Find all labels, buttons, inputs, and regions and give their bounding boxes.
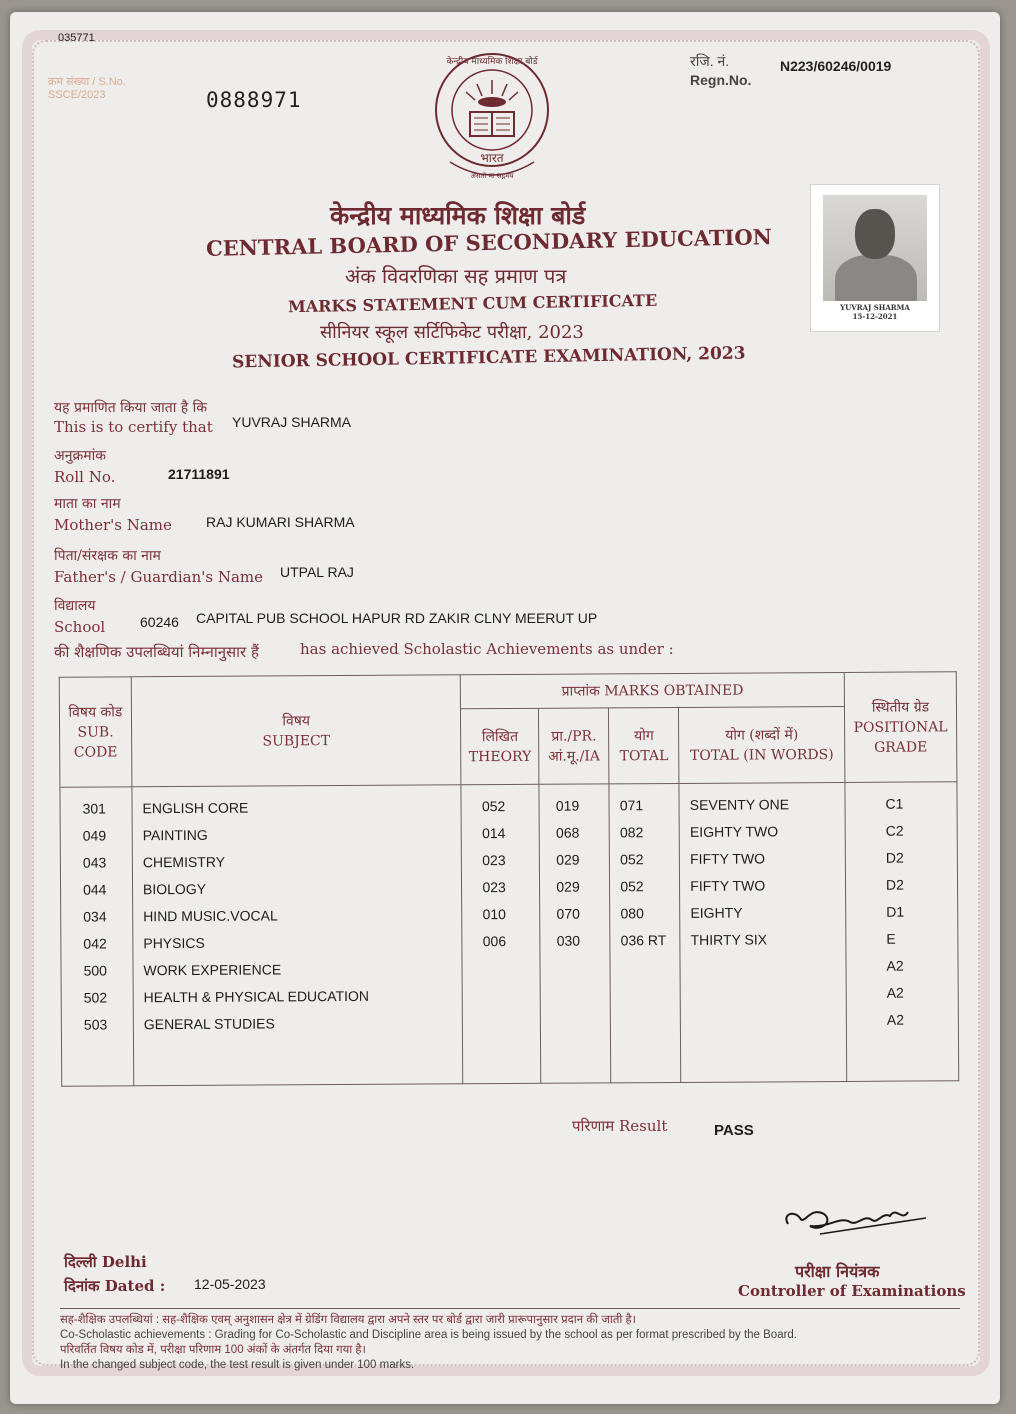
serial-label-faded: क्रम संख्या / S.No. SSCE/2023 — [48, 76, 126, 101]
code-column — [60, 787, 134, 1086]
row-total-cell: 052 — [620, 851, 644, 868]
row-subject-cell: GENERAL STUDIES — [143, 1015, 275, 1033]
mother-label-hindi: माता का नाम — [54, 496, 121, 512]
footer-note-2-hindi: परिवर्तित विषय कोड में, परीक्षा परिणाम 100 अंकों के अंतर्गत दिया गया है। — [60, 1344, 366, 1356]
subject-header-en: SUBJECT — [262, 732, 331, 750]
row-total-cell: 080 — [620, 905, 644, 922]
certify-label: This is to certify that — [54, 418, 213, 436]
row-theory-cell: 023 — [482, 852, 506, 869]
total-header-hindi: योग — [634, 727, 654, 744]
serial-number: 035771 — [58, 32, 95, 44]
row-subject-cell: HEALTH & PHYSICAL EDUCATION — [143, 987, 370, 1006]
row-code-cell: 500 — [83, 962, 107, 979]
roll-number: 21711891 — [168, 466, 230, 482]
row-code-cell: 301 — [82, 800, 106, 817]
code-header-hindi: विषय कोड — [68, 703, 123, 721]
theory-header-hindi: लिखित — [481, 728, 519, 745]
row-pr-cell — [557, 1008, 610, 1035]
row-words-cell: FIFTY TWO — [690, 850, 766, 867]
marks-obtained-header — [461, 672, 845, 708]
row-grade-cell: D1 — [886, 903, 905, 920]
cbse-emblem-icon — [422, 50, 562, 190]
father-label: Father's / Guardian's Name — [54, 568, 263, 586]
board-title: CENTRAL BOARD OF SECONDARY EDUCATION — [205, 224, 773, 261]
pr-header-bottom: आं.मू./IA — [548, 747, 601, 765]
student-photo — [810, 184, 940, 332]
school-label: School — [54, 618, 106, 636]
controller-title-hindi: परीक्षा नियंत्रक — [795, 1262, 880, 1281]
regn-number: N223/60246/0019 — [780, 58, 892, 74]
row-code-cell: 502 — [83, 989, 108, 1006]
row-grade-cell: A2 — [886, 984, 904, 1001]
marks-header-en: MARKS OBTAINED — [604, 682, 744, 699]
row-grade-cell: C1 — [885, 795, 904, 812]
regn-label-hindi: रजि. नं. — [690, 53, 730, 69]
roll-label-hindi: अनुक्रमांक — [54, 448, 106, 464]
school-code: 60246 — [140, 614, 179, 630]
school-name: CAPITAL PUB SCHOOL HAPUR RD ZAKIR CLNY MEERUT UP — [196, 610, 598, 626]
controller-signature-icon — [780, 1192, 930, 1242]
row-code-cell: 049 — [82, 827, 107, 844]
row-code-cell: 042 — [83, 935, 107, 952]
footer-notes — [60, 1308, 960, 1373]
code-header-code: CODE — [73, 743, 118, 761]
row-theory-cell: 006 — [482, 933, 507, 950]
father-label-hindi: पिता/संरक्षक का नाम — [54, 548, 161, 564]
row-theory-cell: 023 — [482, 879, 506, 896]
mother-name: RAJ KUMARI SHARMA — [206, 514, 355, 530]
photo-caption — [811, 303, 939, 321]
row-total-cell — [621, 981, 680, 1008]
grade-header-positional: POSITIONAL — [853, 718, 948, 736]
emblem-top-text: केन्द्रीय माध्यमिक शिक्षा बोर्ड — [446, 57, 538, 67]
code-header-sub: SUB. — [77, 723, 114, 741]
regn-label: Regn.No. — [690, 72, 752, 88]
row-subject-cell: WORK EXPERIENCE — [143, 961, 282, 979]
doc-title-hindi: अंक विवरणिका सह प्रमाण पत्र — [345, 264, 567, 288]
footer-note-1-hindi: सह-शैक्षिक उपलब्धियां : सह-शैक्षिक एवम् अनुशासन क्षेत्र में ग्रेडिंग विद्यालय द्वारा अपने स्तर पर बोर्ड द्वारा जारी प्रारूपानुसार प्रदान की जाती है। — [60, 1314, 637, 1326]
result-value: PASS — [714, 1122, 754, 1139]
row-pr-cell: 070 — [556, 905, 580, 922]
achieved-label: has achieved Scholastic Achievements as under : — [300, 640, 674, 658]
row-subject-cell: CHEMISTRY — [142, 853, 226, 871]
row-pr-cell: 029 — [556, 878, 580, 895]
row-words-cell — [691, 980, 846, 1008]
row-subject-cell: PHYSICS — [143, 934, 205, 952]
words-header — [679, 706, 845, 783]
photo-caption-date: 15-12-2021 — [852, 312, 898, 321]
row-pr-cell: 019 — [555, 797, 580, 814]
row-total-cell: 071 — [619, 797, 644, 814]
pr-column — [539, 784, 611, 1083]
row-total-cell: 036 RT — [620, 932, 667, 949]
exam-title-hindi: सीनियर स्कूल सर्टिफिकेट परीक्षा, 2023 — [320, 322, 584, 343]
footer-note-1: Co-Scholastic achievements : Grading for Co-Scholastic and Discipline area is being issued by the school as per format prescribed by the Board. — [60, 1329, 798, 1341]
row-total-cell: 082 — [619, 824, 644, 841]
mother-label: Mother's Name — [54, 516, 172, 534]
roll-label: Roll No. — [54, 468, 116, 486]
row-code-cell: 503 — [83, 1016, 108, 1033]
issue-date: 12-05-2023 — [194, 1276, 266, 1292]
row-words-cell: EIGHTY — [690, 904, 743, 921]
subject-column — [132, 785, 463, 1086]
row-code-cell: 044 — [83, 881, 107, 898]
student-name: YUVRAJ SHARMA — [232, 414, 352, 430]
row-grade-cell: C2 — [885, 822, 904, 839]
school-label-hindi: विद्यालय — [54, 598, 96, 614]
place: दिल्ली Delhi — [64, 1253, 147, 1271]
footer-note-2: In the changed subject code, the test result is given under 100 marks. — [60, 1359, 415, 1371]
achieved-label-hindi: की शैक्षणिक उपलब्धियां निम्नानुसार हैं — [54, 643, 259, 661]
row-words-cell: THIRTY SIX — [690, 931, 768, 948]
total-header-en: TOTAL — [619, 747, 669, 764]
emblem-bottom-text: भारत — [480, 151, 504, 165]
exam-title: SENIOR SCHOOL CERTIFICATE EXAMINATION, 2023 — [231, 343, 746, 373]
theory-header — [461, 708, 539, 784]
code-header — [59, 677, 132, 787]
row-pr-cell — [557, 981, 610, 1008]
row-words-cell: EIGHTY TWO — [689, 823, 779, 840]
pr-header-top: प्रा./PR. — [551, 727, 597, 745]
result-label: परिणाम Result — [572, 1117, 668, 1135]
marks-table — [59, 671, 959, 1086]
total-header — [609, 707, 679, 783]
certificate-sheet — [10, 12, 1000, 1404]
photo-image — [823, 195, 927, 301]
row-code-cell: 043 — [82, 854, 107, 871]
row-theory-cell — [483, 955, 540, 982]
doc-title: MARKS STATEMENT CUM CERTIFICATE — [287, 290, 658, 317]
board-title-hindi: केन्द्रीय माध्यमिक शिक्षा बोर्ड — [330, 201, 586, 230]
dated-label: दिनांक Dated : — [64, 1277, 166, 1295]
marks-header-hindi: प्राप्तांक — [561, 682, 600, 700]
row-subject-cell: ENGLISH CORE — [142, 799, 249, 817]
total-column — [609, 783, 681, 1082]
row-grade-cell: A2 — [886, 957, 904, 974]
row-pr-cell: 030 — [556, 932, 581, 949]
row-theory-cell: 014 — [482, 825, 506, 842]
row-words-cell — [691, 953, 846, 981]
father-name: UTPAL RAJ — [280, 564, 354, 580]
row-pr-cell: 029 — [556, 851, 580, 868]
row-total-cell — [621, 954, 680, 981]
row-theory-cell: 052 — [481, 798, 506, 815]
row-words-cell: FIFTY TWO — [690, 877, 766, 894]
theory-column — [461, 784, 541, 1083]
words-header-en: TOTAL (IN WORDS) — [689, 746, 834, 764]
pr-header — [539, 708, 609, 784]
grade-header-hindi: स्थितीय ग्रेड — [871, 698, 930, 716]
row-theory-cell: 010 — [482, 906, 506, 923]
row-subject-cell: PAINTING — [142, 826, 208, 844]
words-column — [679, 782, 847, 1082]
subject-header — [131, 675, 461, 787]
row-subject-cell: BIOLOGY — [142, 880, 207, 898]
controller-title: Controller of Examinations — [738, 1282, 966, 1300]
photo-caption-name: YUVRAJ SHARMA — [840, 303, 910, 312]
row-grade-cell: A2 — [886, 1011, 905, 1028]
row-total-cell — [621, 1008, 680, 1035]
row-total-cell: 052 — [620, 878, 644, 895]
certify-label-hindi: यह प्रमाणित किया जाता है कि — [54, 400, 208, 416]
grade-column — [845, 782, 959, 1082]
theory-header-en: THEORY — [468, 748, 532, 765]
words-header-hindi: योग (शब्दों में) — [725, 726, 799, 744]
row-words-cell: SEVENTY ONE — [689, 796, 790, 813]
row-pr-cell: 068 — [555, 824, 580, 841]
row-grade-cell: D2 — [885, 849, 904, 866]
row-theory-cell — [483, 1009, 540, 1036]
row-grade-cell: E — [886, 930, 896, 947]
subject-header-hindi: विषय — [282, 712, 311, 729]
certificate-number: 0888971 — [206, 88, 302, 112]
row-words-cell — [691, 1007, 846, 1035]
row-subject-cell: HIND MUSIC.VOCAL — [143, 907, 278, 925]
grade-header — [844, 672, 957, 783]
row-grade-cell: D2 — [885, 876, 904, 893]
emblem-motto: असतो मा सद्गमय — [470, 172, 514, 180]
grade-header-grade: GRADE — [873, 738, 928, 756]
row-theory-cell — [483, 982, 540, 1009]
row-code-cell: 034 — [83, 908, 107, 925]
row-pr-cell — [557, 954, 610, 981]
